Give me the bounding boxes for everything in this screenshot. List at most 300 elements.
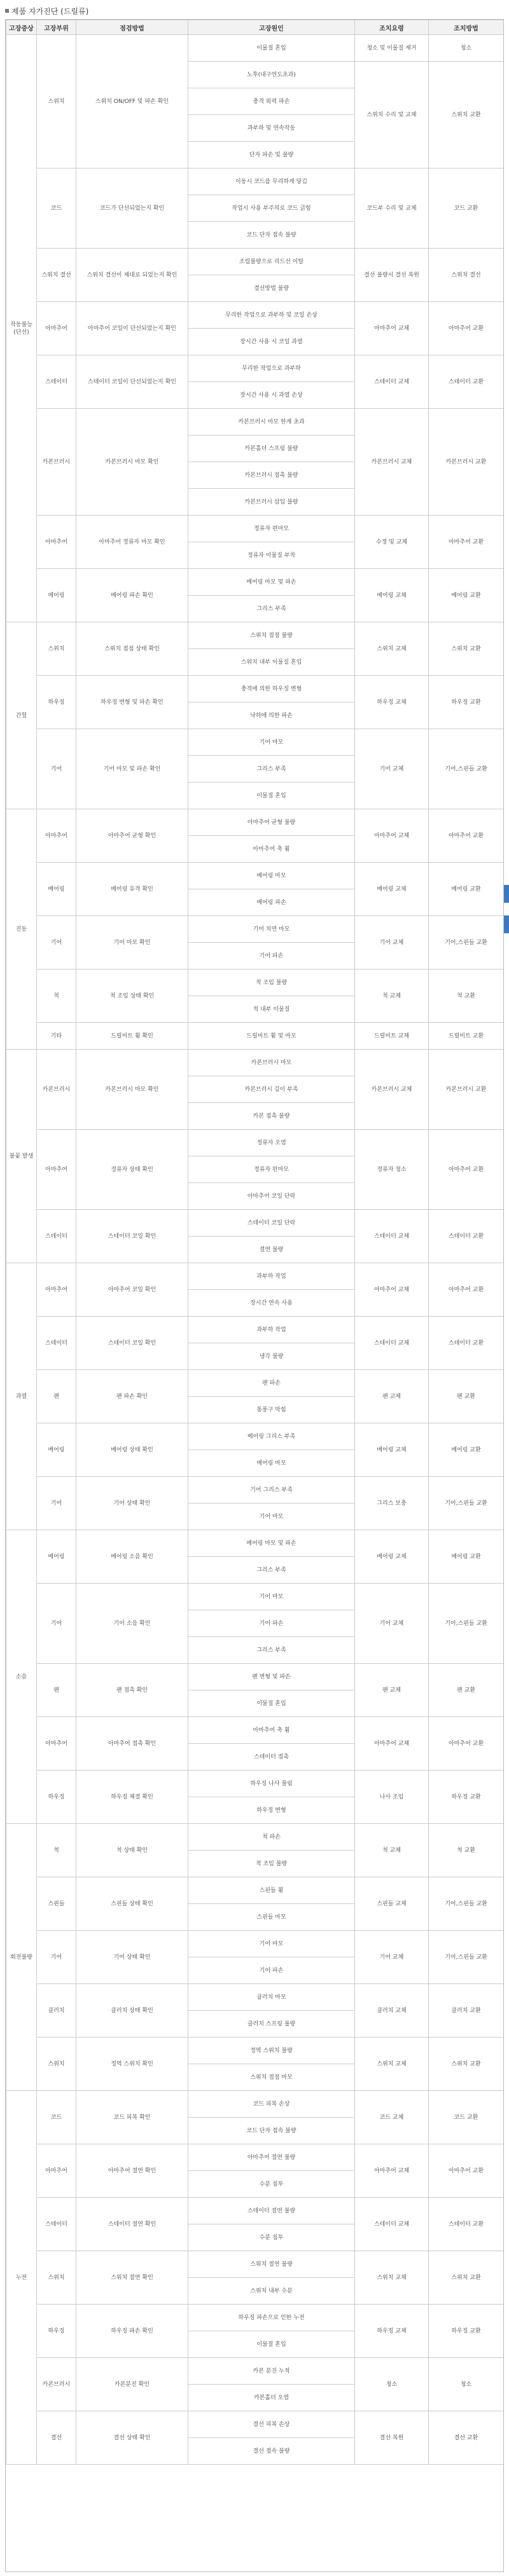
table-row: [6, 355, 504, 382]
table-cell: 간헐: [6, 622, 37, 809]
table-cell: 척 상태 확인: [76, 1824, 188, 1877]
table-cell: 통풍구 막힘: [188, 1397, 355, 1423]
table-cell: 이물질 혼입: [188, 2331, 355, 2358]
table-cell: 스위치 수리 및 교체: [355, 62, 429, 168]
table-cell: 카본브러시 접촉 불량: [188, 462, 355, 489]
table-cell: 베어링 파손 확인: [76, 569, 188, 622]
table-row: [6, 2144, 504, 2171]
table-cell: 이물질 혼입: [188, 783, 355, 809]
table-cell: 팬 교환: [429, 1370, 504, 1423]
table-row: [6, 1317, 504, 1343]
table-cell: 스위치 교체: [355, 622, 429, 676]
table-cell: 하우징: [37, 676, 76, 729]
table-cell: 하우징 파손으로 인한 누전: [188, 2305, 355, 2331]
table-cell: 기어,스핀들 교환: [429, 916, 504, 969]
table-cell: 기타: [37, 1023, 76, 1050]
table-cell: 하우징 교체: [355, 676, 429, 729]
table-row: [6, 1130, 504, 1156]
table-cell: 과열: [6, 1263, 37, 1530]
table-cell: 척 조임 불량: [188, 1851, 355, 1877]
table-row: [6, 1771, 504, 1797]
table-row: [6, 1824, 504, 1851]
table-cell: 하우징 변형: [188, 1797, 355, 1824]
table-cell: 아마추어: [37, 302, 76, 355]
table-cell: 척 교환: [429, 969, 504, 1023]
table-cell: 스테이터 코일 확인: [76, 1317, 188, 1370]
table-cell: 기어 마모: [188, 729, 355, 756]
table-cell: 팬 접촉 확인: [76, 1664, 188, 1717]
table-cell: 기어 치면 마모: [188, 916, 355, 943]
table-cell: 베어링 마모: [188, 863, 355, 889]
table-cell: 스테이터 교체: [355, 1317, 429, 1370]
table-cell: 아마추어: [37, 809, 76, 863]
table-cell: 팬 변형 및 파손: [188, 1664, 355, 1690]
table-cell: 아마추어 코일 단락: [188, 1183, 355, 1210]
table-cell: 스위치 접점 불량: [188, 622, 355, 649]
header-cell: 고장원인: [188, 20, 355, 35]
table-row: [6, 1931, 504, 1957]
table-cell: 충격에 의한 하우징 변형: [188, 676, 355, 702]
table-cell: 아마추어 축 휨: [188, 1717, 355, 1744]
table-cell: 베어링 마모: [188, 1450, 355, 1477]
side-scroll-tab[interactable]: [504, 915, 509, 933]
table-cell: 아마추어 절연 불량: [188, 2144, 355, 2171]
table-cell: 아마추어: [37, 516, 76, 569]
table-cell: 스테이터: [37, 355, 76, 409]
table-cell: 아마추어 교체: [355, 809, 429, 863]
table-cell: 청소: [355, 2358, 429, 2411]
table-cell: 청소: [429, 2358, 504, 2411]
table-cell: 코드부 수리 및 교체: [355, 168, 429, 249]
table-cell: 기어 교체: [355, 916, 429, 969]
table-row: [6, 409, 504, 435]
table-cell: 아마추어: [37, 1263, 76, 1317]
header-cell: 고장부위: [37, 20, 76, 35]
table-cell: 아마추어 교체: [355, 302, 429, 355]
table-cell: 기어 파손: [188, 943, 355, 969]
table-cell: 아마추어 코일이 단선되었는지 확인: [76, 302, 188, 355]
table-cell: 아마추어 코일 확인: [76, 1263, 188, 1317]
table-cell: 베어링 교환: [429, 1423, 504, 1477]
table-cell: 스위치: [37, 35, 76, 168]
table-cell: 스위치 접점 상태 확인: [76, 622, 188, 676]
table-cell: 척 교체: [355, 1824, 429, 1877]
table-cell: 카본홀더 스프링 불량: [188, 435, 355, 462]
table-cell: 아마추어 균형 확인: [76, 809, 188, 863]
table-cell: 스테이터 절연 불량: [188, 2198, 355, 2224]
table-cell: 카본브러시 교환: [429, 1050, 504, 1130]
table-header-row: [6, 20, 504, 35]
table-cell: 카본브러시: [37, 1050, 76, 1130]
table-cell: 나사 조임: [355, 1771, 429, 1824]
table-cell: 스테이터: [37, 1317, 76, 1370]
table-cell: 클러치 교체: [355, 1984, 429, 2038]
table-cell: 스위치 교체: [355, 2038, 429, 2091]
table-cell: 팬 교체: [355, 1664, 429, 1717]
table-cell: 베어링 교환: [429, 1530, 504, 1584]
table-cell: 기어,스핀들 교환: [429, 729, 504, 809]
table-cell: 아마추어 균형 불량: [188, 809, 355, 836]
table-cell: 작동불능 (단선): [6, 35, 37, 622]
title-bar: [5, 4, 88, 18]
table-cell: 스테이터: [37, 1210, 76, 1263]
table-cell: 청소 및 이물질 제거: [355, 35, 429, 62]
table-cell: 기어 파손: [188, 1957, 355, 1984]
table-cell: 카본브러시 교체: [355, 409, 429, 516]
table-cell: 무리한 작업으로 과부하 및 코일 손상: [188, 302, 355, 329]
table-cell: 아마추어 교환: [429, 809, 504, 863]
table-cell: 결선 접속 불량: [188, 2438, 355, 2465]
table-cell: 아마추어 교체: [355, 2144, 429, 2198]
table-cell: 카본브러시: [37, 409, 76, 516]
table-cell: 코드 피복 확인: [76, 2091, 188, 2144]
table-cell: 베어링 교환: [429, 863, 504, 916]
table-cell: 드릴비트 휨 확인: [76, 1023, 188, 1050]
table-cell: 정류자 오염: [188, 1130, 355, 1156]
table-cell: 스위치 결선: [37, 249, 76, 302]
table-cell: 기어: [37, 1584, 76, 1664]
table-cell: 과부하 작업: [188, 1317, 355, 1343]
table-cell: 아마추어 절연 확인: [76, 2144, 188, 2198]
table-cell: 아마추어: [37, 1717, 76, 1771]
table-row: [6, 729, 504, 756]
table-cell: 정류자 편마모: [188, 516, 355, 542]
table-cell: 베어링 교환: [429, 569, 504, 622]
table-row: [6, 569, 504, 596]
table-cell: 아마추어 정류자 마모 확인: [76, 516, 188, 569]
table-row: [6, 302, 504, 329]
table-cell: 클러치 상태 확인: [76, 1984, 188, 2038]
table-cell: 아마추어 축 휨: [188, 836, 355, 863]
table-cell: 클러치 교환: [429, 1984, 504, 2038]
header-cell: 점검방법: [76, 20, 188, 35]
table-cell: 결선방법 불량: [188, 275, 355, 302]
table-cell: 기어 상태 확인: [76, 1931, 188, 1984]
table-cell: 드릴비트 휨 및 마모: [188, 1023, 355, 1050]
table-cell: 스위치 교체: [355, 2251, 429, 2305]
table-cell: 하우징 교환: [429, 1771, 504, 1824]
table-cell: 하우징 변형 및 파손 확인: [76, 676, 188, 729]
diagnosis-table-wrap: [5, 19, 504, 2572]
table-row: [6, 1717, 504, 1744]
table-cell: 베어링 교체: [355, 863, 429, 916]
table-cell: 스테이터 교체: [355, 355, 429, 409]
table-cell: 카본 분진 누적: [188, 2358, 355, 2385]
table-cell: 기어,스핀들 교환: [429, 1877, 504, 1931]
table-cell: 기어 마모: [188, 1931, 355, 1957]
table-cell: 카본분진 확인: [76, 2358, 188, 2411]
table-cell: 과부하 및 연속작동: [188, 115, 355, 142]
table-cell: 스위치 내부 수분: [188, 2278, 355, 2305]
table-cell: 아마추어 접촉 확인: [76, 1717, 188, 1771]
table-cell: 스테이터 교환: [429, 1210, 504, 1263]
table-row: [6, 2091, 504, 2118]
table-cell: 카본 접촉 불량: [188, 1103, 355, 1130]
table-cell: 하우징 교환: [429, 2305, 504, 2358]
table-cell: 스테이터 교환: [429, 2198, 504, 2251]
table-cell: 스테이터 코일 단락: [188, 1210, 355, 1237]
table-cell: 코드: [37, 168, 76, 249]
table-cell: 카본브러시 교환: [429, 409, 504, 516]
header-cell: 조치요령: [355, 20, 429, 35]
table-cell: 기어: [37, 1477, 76, 1530]
table-cell: 노후(내구연도초과): [188, 62, 355, 88]
table-cell: 스위치 교환: [429, 622, 504, 676]
table-cell: 기어,스핀들 교환: [429, 1931, 504, 1984]
table-cell: 이물질 혼입: [188, 35, 355, 62]
table-cell: 코드 교환: [429, 168, 504, 249]
table-cell: 기어 교체: [355, 729, 429, 809]
table-cell: 코드 교체: [355, 2091, 429, 2144]
table-cell: 클러치 스프링 불량: [188, 2011, 355, 2038]
table-cell: 결선 불량시 결선 복원: [355, 249, 429, 302]
table-cell: 하우징 교체: [355, 2305, 429, 2358]
table-cell: 회전불량: [6, 1824, 37, 2091]
table-cell: 이물질 혼입: [188, 1690, 355, 1717]
table-row: [6, 1530, 504, 1557]
table-row: [6, 676, 504, 702]
table-cell: 팬 파손 확인: [76, 1370, 188, 1423]
table-cell: 기어 마모 및 파손 확인: [76, 729, 188, 809]
table-cell: 정류자 청소: [355, 1130, 429, 1210]
table-cell: 스위치 내부 이물질 혼입: [188, 649, 355, 676]
table-cell: 스위치 ON/OFF 및 파손 확인: [76, 35, 188, 168]
table-cell: 스테이터 교환: [429, 1317, 504, 1370]
table-cell: 결선 상태 확인: [76, 2411, 188, 2465]
table-cell: 정역 스위치 불량: [188, 2038, 355, 2064]
table-cell: 베어링: [37, 863, 76, 916]
table-cell: 기어,스핀들 교환: [429, 1477, 504, 1530]
table-cell: 아마추어: [37, 2144, 76, 2198]
table-cell: 하우징 나사 풀림: [188, 1771, 355, 1797]
table-cell: 수정 및 교체: [355, 516, 429, 569]
table-cell: 스테이터 코일 확인: [76, 1210, 188, 1263]
table-cell: 카본브러시 마모 확인: [76, 1050, 188, 1130]
header-cell: 조치방법: [429, 20, 504, 35]
table-cell: 아마추어 교환: [429, 1263, 504, 1317]
table-cell: 하우징 교환: [429, 676, 504, 729]
table-cell: 기어 마모 확인: [76, 916, 188, 969]
table-row: [6, 1477, 504, 1504]
diagnosis-table: [6, 20, 504, 2465]
table-cell: 스위치 절연 확인: [76, 2251, 188, 2305]
table-row: [6, 168, 504, 195]
table-cell: 팬 파손: [188, 1370, 355, 1397]
side-scroll-tab[interactable]: [504, 885, 509, 903]
table-cell: 스테이터 접촉: [188, 1744, 355, 1771]
table-cell: 낙하에 의한 파손: [188, 702, 355, 729]
table-cell: 스위치 절연 불량: [188, 2251, 355, 2278]
table-cell: 조립불량으로 리드선 이탈: [188, 249, 355, 275]
table-cell: 하우징 파손 확인: [76, 2305, 188, 2358]
table-row: [6, 1984, 504, 2011]
table-row: [6, 916, 504, 943]
table-row: [6, 1023, 504, 1050]
table-cell: 베어링 마모 및 파손: [188, 569, 355, 596]
table-cell: 작업시 사용 부주의로 코드 긁힘: [188, 195, 355, 222]
table-cell: 스핀들 마모: [188, 1904, 355, 1931]
table-cell: 스테이터 교체: [355, 2198, 429, 2251]
table-cell: 기어 그리스 부족: [188, 1477, 355, 1504]
table-cell: 장시간 사용 시 코일 과열: [188, 329, 355, 355]
table-cell: 스핀들 상태 확인: [76, 1877, 188, 1931]
table-cell: 누전: [6, 2091, 37, 2465]
table-cell: 카본브러시 마모: [188, 1050, 355, 1076]
table-cell: 하우징: [37, 1771, 76, 1824]
table-cell: 정역 스위치 확인: [76, 2038, 188, 2091]
table-cell: 베어링 교체: [355, 1530, 429, 1584]
table-cell: 스위치: [37, 2251, 76, 2305]
table-row: [6, 516, 504, 542]
table-cell: 그리스 부족: [188, 596, 355, 622]
table-cell: 스위치 결선이 제대로 되었는지 확인: [76, 249, 188, 302]
table-cell: 기어: [37, 916, 76, 969]
table-cell: 기어 상태 확인: [76, 1477, 188, 1530]
table-cell: 스핀들 휨: [188, 1877, 355, 1904]
table-cell: 스핀들 교체: [355, 1877, 429, 1931]
table-cell: 드릴비트 교환: [429, 1023, 504, 1050]
table-cell: 스테이터: [37, 2198, 76, 2251]
table-cell: 절연 불량: [188, 1237, 355, 1263]
page-title: 제품 자가진단 (드릴류): [11, 6, 89, 16]
table-cell: 그리스 부족: [188, 1637, 355, 1664]
table-cell: 척 조임 불량: [188, 969, 355, 996]
table-cell: 정류자 상태 확인: [76, 1130, 188, 1210]
table-cell: 팬: [37, 1370, 76, 1423]
table-cell: 아마추어 교환: [429, 302, 504, 355]
table-cell: 베어링 파손: [188, 889, 355, 916]
table-cell: 그리스 부족: [188, 756, 355, 783]
table-cell: 수분 침투: [188, 2224, 355, 2251]
table-cell: 단자 파손 및 불량: [188, 142, 355, 168]
table-cell: 척 교환: [429, 1824, 504, 1877]
table-row: [6, 2411, 504, 2438]
table-cell: 카본브러시 마모 확인: [76, 409, 188, 516]
table-cell: 과부하 작업: [188, 1263, 355, 1290]
table-cell: 스위치: [37, 622, 76, 676]
table-row: [6, 1210, 504, 1237]
table-cell: 스테이터 교체: [355, 1210, 429, 1263]
table-cell: 카본브러시: [37, 2358, 76, 2411]
table-cell: 척 파손: [188, 1824, 355, 1851]
table-row: [6, 969, 504, 996]
table-cell: 베어링: [37, 569, 76, 622]
table-cell: 아마추어 교환: [429, 1130, 504, 1210]
table-cell: 드릴비트 교체: [355, 1023, 429, 1050]
table-row: [6, 1263, 504, 1290]
table-cell: 아마추어 교환: [429, 1717, 504, 1771]
table-cell: 베어링 마모 및 파손: [188, 1530, 355, 1557]
table-cell: 스핀들: [37, 1877, 76, 1931]
table-row: [6, 622, 504, 649]
table-cell: 팬 교환: [429, 1664, 504, 1717]
table-cell: 아마추어 교환: [429, 2144, 504, 2198]
table-cell: 기어 교체: [355, 1931, 429, 1984]
table-cell: 소음: [6, 1530, 37, 1824]
table-cell: 베어링 교체: [355, 569, 429, 622]
table-cell: 클러치: [37, 1984, 76, 2038]
table-cell: 스위치 교환: [429, 62, 504, 168]
table-cell: 기어: [37, 1931, 76, 1984]
table-cell: 결선 피복 손상: [188, 2411, 355, 2438]
table-cell: 베어링 소음 확인: [76, 1530, 188, 1584]
table-cell: 기어 파손: [188, 1610, 355, 1637]
table-cell: 이동시 코드를 무리하게 당김: [188, 168, 355, 195]
table-cell: 충격 외력 파손: [188, 88, 355, 115]
table-cell: 척 내부 이물질: [188, 996, 355, 1023]
table-cell: 스테이터 교환: [429, 355, 504, 409]
table-cell: 진동: [6, 809, 37, 1050]
table-row: [6, 2305, 504, 2331]
table-cell: 스위치 교환: [429, 2251, 504, 2305]
table-row: [6, 1877, 504, 1904]
table-cell: 클러치 마모: [188, 1984, 355, 2011]
table-cell: 스테이터 코일이 단선되었는지 확인: [76, 355, 188, 409]
table-cell: 기어 교체: [355, 1584, 429, 1664]
table-cell: 하우징 체결 확인: [76, 1771, 188, 1824]
table-cell: 베어링 그리스 부족: [188, 1423, 355, 1450]
table-cell: 장시간 사용 시 과열 손상: [188, 382, 355, 409]
table-row: [6, 863, 504, 889]
table-cell: 코드 교환: [429, 2091, 504, 2144]
table-row: [6, 1584, 504, 1610]
table-row: [6, 2358, 504, 2385]
table-cell: 아마추어 교체: [355, 1263, 429, 1317]
table-cell: 카본브러시 삽입 불량: [188, 489, 355, 516]
header-cell: 고장증상: [6, 20, 37, 35]
table-cell: 카본브러시 교체: [355, 1050, 429, 1130]
table-cell: 팬 교체: [355, 1370, 429, 1423]
table-row: [6, 35, 504, 62]
table-cell: 척: [37, 1824, 76, 1877]
table-cell: 카본브러시 길이 부족: [188, 1076, 355, 1103]
table-row: [6, 1050, 504, 1076]
table-cell: 스위치 결선: [429, 249, 504, 302]
table-cell: 코드 피복 손상: [188, 2091, 355, 2118]
table-cell: 기어: [37, 729, 76, 809]
table-row: [6, 2038, 504, 2064]
table-cell: 정류자 이물질 부착: [188, 542, 355, 569]
table-row: [6, 1423, 504, 1450]
table-cell: 카본홀더 오염: [188, 2385, 355, 2411]
table-cell: 그리스 보충: [355, 1477, 429, 1530]
table-row: [6, 2251, 504, 2278]
table-cell: 척 조임 상태 확인: [76, 969, 188, 1023]
table-cell: 베어링: [37, 1530, 76, 1584]
table-cell: 그리스 부족: [188, 1557, 355, 1584]
table-cell: 수분 침투: [188, 2171, 355, 2198]
table-cell: 장시간 연속 사용: [188, 1290, 355, 1317]
table-cell: 스위치 접점 마모: [188, 2064, 355, 2091]
table-body: [6, 35, 504, 2465]
table-cell: 하우징: [37, 2305, 76, 2358]
table-cell: 코드가 단선되었는지 확인: [76, 168, 188, 249]
bullet-icon: [5, 9, 9, 13]
table-cell: 불꽃 발생: [6, 1050, 37, 1263]
table-cell: 기어 마모: [188, 1504, 355, 1530]
table-cell: 카본브러시 마모 한계 초과: [188, 409, 355, 435]
table-cell: 아마추어 교환: [429, 516, 504, 569]
table-row: [6, 1370, 504, 1397]
table-cell: 결선: [37, 2411, 76, 2465]
table-row: [6, 249, 504, 275]
table-cell: 결선 복원: [355, 2411, 429, 2465]
table-cell: 베어링 유격 확인: [76, 863, 188, 916]
table-row: [6, 1664, 504, 1690]
table-cell: 베어링 상태 확인: [76, 1423, 188, 1477]
table-cell: 아마추어 교체: [355, 1717, 429, 1771]
table-cell: 베어링: [37, 1423, 76, 1477]
